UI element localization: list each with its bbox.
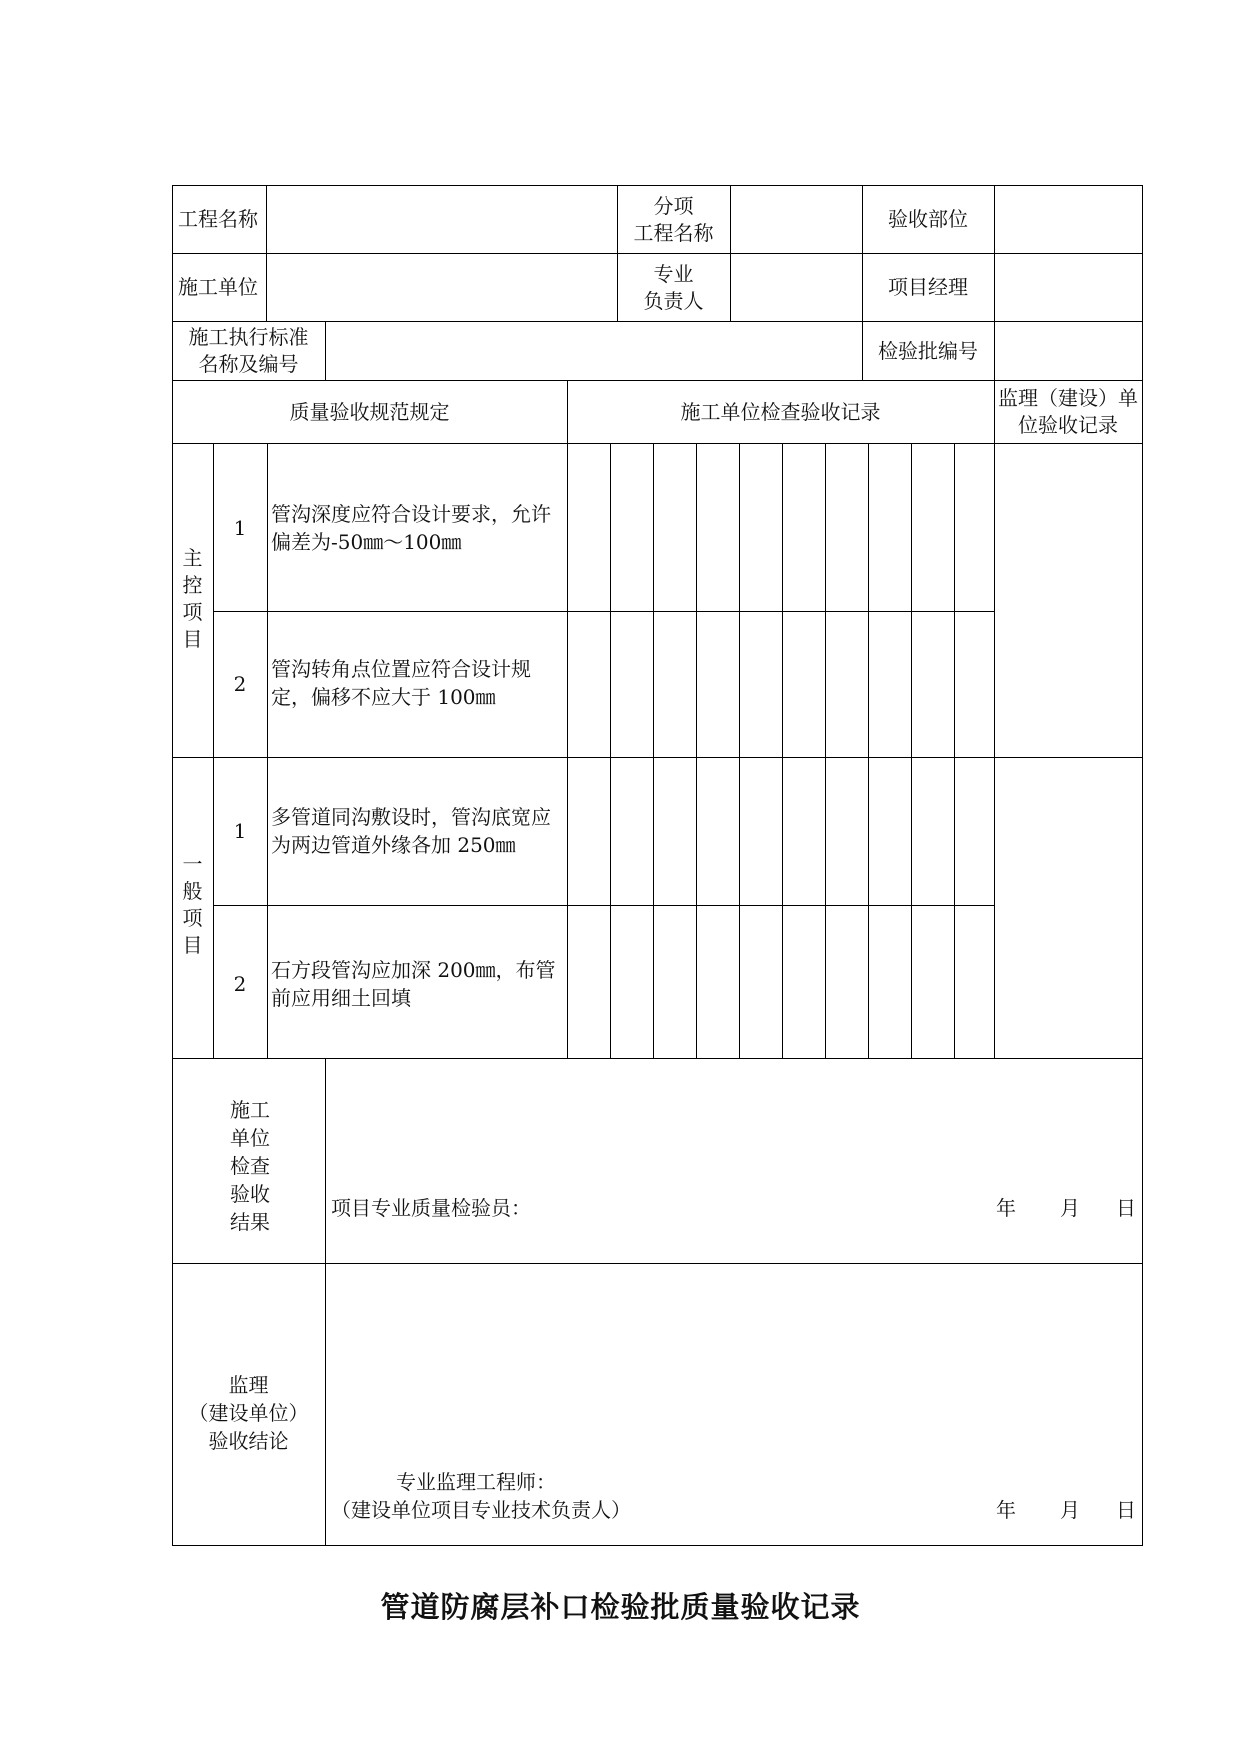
general-items-label-4: 目	[182, 933, 203, 957]
rule-h-f	[325, 321, 326, 380]
acceptance-part-label: 验收部位	[888, 207, 968, 231]
sub-item-label-2: 工程名称	[633, 221, 714, 245]
batch-no-label: 检验批编号	[878, 339, 978, 363]
rule-right	[1142, 185, 1143, 1546]
rule-grid-4	[739, 443, 740, 1058]
main-item-2-no: 2	[233, 672, 247, 696]
general-items-label-2: 般	[182, 879, 203, 903]
main-items-label-1: 主	[182, 546, 203, 570]
rule-grid-8	[911, 443, 912, 1058]
main-items-label-2: 控	[182, 573, 203, 597]
rule-row3	[172, 380, 1142, 381]
rule-bottom-label	[325, 1058, 326, 1546]
construction-result-label-1: 施工	[230, 1098, 270, 1122]
rule-item-spec	[567, 443, 568, 1058]
rule-row1	[172, 253, 1142, 254]
rule-grid-2	[653, 443, 654, 1058]
construction-result-month: 月	[1060, 1196, 1080, 1220]
construction-result-label-3: 检查	[230, 1154, 270, 1178]
supervision-label-3: 验收结论	[208, 1429, 289, 1453]
construction-result-year: 年	[996, 1196, 1016, 1220]
rule-general-end	[172, 1058, 1142, 1059]
rule-grid-1	[610, 443, 611, 1058]
rule-grid-3	[696, 443, 697, 1058]
rule-h-e	[994, 185, 995, 380]
page-title: 管道防腐层补口检验批质量验收记录	[380, 1590, 861, 1624]
general-item-1-spec-line2: 为两边管道外缘各加 250㎜	[271, 833, 516, 857]
general-items-label-3: 项	[182, 906, 203, 930]
main-item-1-spec-line1: 管沟深度应符合设计要求，允许	[271, 502, 551, 526]
project-name-label: 工程名称	[178, 207, 258, 231]
rule-bottom	[172, 1545, 1142, 1546]
supervision-engineer-label: 专业监理工程师：	[396, 1470, 556, 1494]
rule-main-mid	[213, 611, 995, 612]
main-item-1-spec-line2: 偏差为-50㎜～100㎜	[271, 530, 462, 554]
project-manager-label: 项目经理	[888, 275, 968, 299]
rule-grid-9	[954, 443, 955, 1058]
column-supervision-record-2: 位验收记录	[1018, 413, 1118, 437]
construction-result-label-5: 结果	[230, 1210, 270, 1234]
rule-row4	[172, 443, 1142, 444]
sub-item-label-1: 分项	[653, 194, 694, 218]
rule-grid-7	[868, 443, 869, 1058]
standard-label-1: 施工执行标准	[188, 325, 309, 349]
construction-result-label-2: 单位	[230, 1126, 270, 1150]
construction-unit-label: 施工单位	[178, 275, 258, 299]
general-item-1-spec-line1: 多管道同沟敷设时，管沟底宽应	[271, 805, 551, 829]
rule-general-mid	[213, 905, 995, 906]
rule-main-end	[172, 757, 1142, 758]
supervision-label-2: （建设单位）	[188, 1401, 309, 1425]
supervision-month: 月	[1060, 1498, 1080, 1522]
general-items-label-1: 一	[182, 852, 203, 876]
rule-h-a	[266, 185, 267, 321]
rule-top	[172, 185, 1142, 186]
supervision-year: 年	[996, 1498, 1016, 1522]
quality-inspector-label: 项目专业质量检验员：	[331, 1196, 531, 1220]
construction-result-label-4: 验收	[230, 1182, 270, 1206]
supervision-day: 日	[1116, 1498, 1136, 1522]
rule-result-end	[172, 1263, 1142, 1264]
rule-h-c	[730, 185, 731, 321]
general-item-2-spec-line2: 前应用细土回填	[271, 986, 411, 1010]
main-item-2-spec-line1: 管沟转角点位置应符合设计规	[271, 657, 531, 681]
construction-result-day: 日	[1116, 1196, 1136, 1220]
rule-grid-6	[825, 443, 826, 1058]
supervision-label-1: 监理	[228, 1373, 269, 1397]
column-spec: 质量验收规范规定	[289, 400, 450, 424]
main-items-label-3: 项	[182, 600, 203, 624]
specialty-head-label-1: 专业	[653, 262, 694, 286]
general-item-2-no: 2	[233, 972, 247, 996]
general-item-2-spec-line1: 石方段管沟应加深 200㎜，布管	[271, 958, 556, 982]
rule-grid-5	[782, 443, 783, 1058]
general-item-1-no: 1	[233, 819, 247, 843]
main-item-1-no: 1	[233, 516, 247, 540]
rule-row2	[172, 321, 1142, 322]
standard-label-2: 名称及编号	[198, 352, 299, 376]
rule-item-no	[267, 443, 268, 1058]
main-item-2-spec-line2: 定，偏移不应大于 100㎜	[271, 685, 496, 709]
rule-colhead-b	[994, 380, 995, 1058]
owner-tech-label: （建设单位项目专业技术负责人）	[331, 1498, 631, 1522]
main-items-label-4: 目	[182, 627, 203, 651]
column-supervision-record-1: 监理（建设）单	[998, 386, 1138, 410]
column-construction-record: 施工单位检查验收记录	[680, 400, 881, 424]
specialty-head-label-2: 负责人	[643, 289, 704, 313]
